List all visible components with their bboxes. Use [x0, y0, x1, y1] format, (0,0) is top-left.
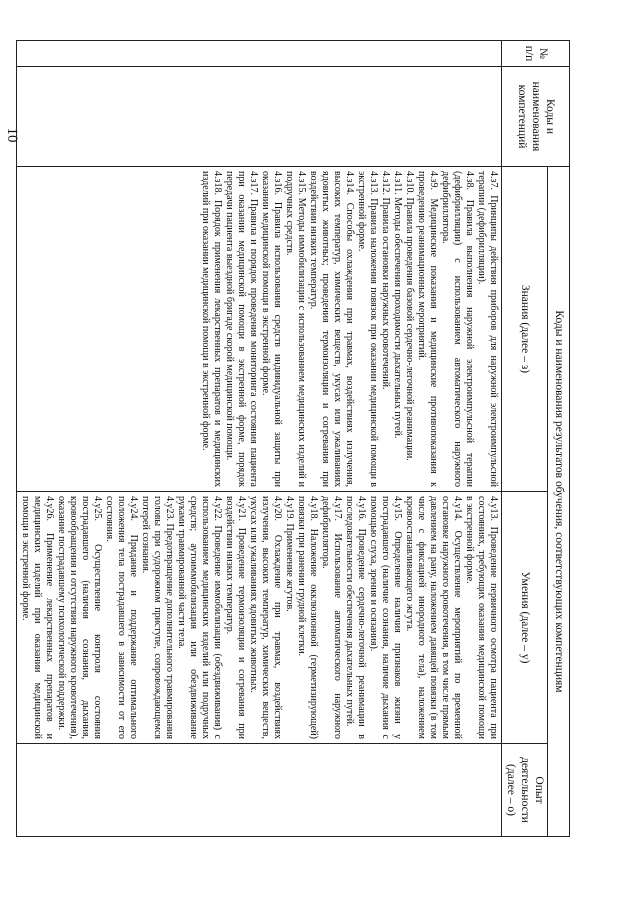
skill-item: 4.у23. Предотвращение дополнительного травмирования головы при судорожном приступе, сопровождающемся потерей сознания.: [139, 496, 175, 739]
competency-table: [16, 40, 570, 837]
header-experience: Опыт деятельности (далее – о): [501, 744, 547, 837]
skill-item: 4.у17. Использование автоматического наружного дефибриллятора.: [319, 496, 343, 739]
header-results: Коды и наименования результатов обучения, соответствующих компетенциям: [548, 167, 570, 837]
skill-item: 4.у22. Проведение иммобилизации (обездвиживания) с использованием медицинских изделий или подручных средств; аутоиммобилизация или обездвиживание руками травмированной части тела.: [175, 496, 223, 739]
skill-item: 4.у21. Проведение термоизоляции и согревания при воздействии низких температур.: [223, 496, 247, 739]
cell-skills: [16, 492, 501, 744]
header-competency: Коды и наименования компетенций: [501, 67, 569, 167]
header-skills: Умения (далее – у): [501, 492, 547, 744]
knowledge-item: 4.з14. Способы охлаждения при травмах, воздействиях излучения, высоких температур, химических веществ, укусах или ужаливаниях ядовитых животных; проведения термоизоляции и согревания при воздействии низких температур.: [307, 171, 355, 487]
knowledge-item: 4.з11. Методы обеспечения проходимости дыхательных путей.: [391, 171, 403, 439]
skill-item: 4.у20. Охлаждение при травмах, воздействиях излучения, высоких температур, химических веществ, укусах или ужаливаниях ядовитых животных.: [247, 496, 283, 739]
knowledge-item: 4.з7. Принципы действия приборов для наружной электроимпульсной терапии (дефибрилляции).: [475, 171, 499, 487]
knowledge-item: 4.з16. Правила использования средств индивидуальной защиты при оказании медицинской помощи в экстренной форме.: [259, 171, 283, 487]
skill-item: 4.у14. Осуществление мероприятий по временной остановке наружного кровотечения, в том числе прямым давлением на рану, наложением давящей повязки (в том числе с фиксацией инородного тела), наложением кровоостанавливающего жгута.: [403, 496, 463, 739]
skill-item: 4.у15. Определение наличия признаков жизни у пострадавшего (наличие сознания, наличие дыхания с помощью слуха, зрения и осязания).: [367, 496, 403, 739]
skill-item: 4.у16. Проведение сердечно-легочной реанимации в последовательности обеспечения дыхательных путей.: [343, 496, 367, 739]
skill-item: 4.у18. Наложение окклюзионной (герметизирующей) повязки при ранении грудной клетки.: [295, 496, 319, 739]
header-number: № п/п: [501, 41, 569, 67]
cell-knowledge: [16, 167, 501, 492]
knowledge-item: 4.з9. Медицинские показания и медицинские противопоказания к проведению реанимационных мероприятий.: [415, 171, 439, 487]
skill-item: 4.у25. Осуществление контроля состояния пострадавшего (наличия сознания, дыхания, кровообращения и отсутствия наружного кровотечения), оказание пострадавшему психологической поддержки.: [55, 496, 103, 739]
knowledge-item: 4.з18. Порядок применения лекарственных препаратов и медицинских изделий при оказании медицинской помощи в экстренной форме.: [199, 171, 223, 487]
knowledge-item: 4.з10. Правила проведения базовой сердечно-легочной реанимации.: [403, 171, 415, 461]
rotated-page: [19, 40, 570, 836]
skill-item: 4.у13. Проведение первичного осмотра пациента при состояниях, требующих оказания медицинской помощи в экстренной форме.: [463, 496, 499, 739]
knowledge-item: 4.з15. Методы иммобилизации с использованием медицинских изделий и подручных средств.: [283, 171, 307, 487]
cell-competency: [16, 67, 501, 167]
cell-number: [16, 41, 501, 67]
knowledge-item: 4.з12. Правила остановки наружных кровотечений.: [379, 171, 391, 390]
header-knowledge: Знания (далее – з): [501, 167, 547, 492]
skill-item: 4.у24. Придание и поддержание оптимального положения тела пострадавшего в зависимости от его состояния.: [103, 496, 139, 739]
knowledge-item: 4.з17. Правила и порядок проведения мониторинга состояния пациента при оказании медицинской помощи в экстренной форме, порядок передачи пациента выездной бригаде скорой медицинской помощи.: [223, 171, 259, 487]
knowledge-item: 4.з13. Правила наложения повязок при оказании медицинской помощи в экстренной форме.: [355, 171, 379, 487]
skill-item: 4.у26. Применение лекарственных препаратов и медицинских изделий при оказании медицинской помощи в экстренной форме.: [19, 496, 55, 739]
knowledge-item: 4.з8. Правила выполнения наружной электроимпульсной терапии (дефибрилляции) с использованием автоматического наружного дефибриллятора.: [439, 171, 475, 487]
page-number: 10: [4, 127, 21, 143]
cell-experience: [16, 744, 501, 837]
skill-item: 4.у19. Применение жгутов.: [283, 496, 295, 612]
